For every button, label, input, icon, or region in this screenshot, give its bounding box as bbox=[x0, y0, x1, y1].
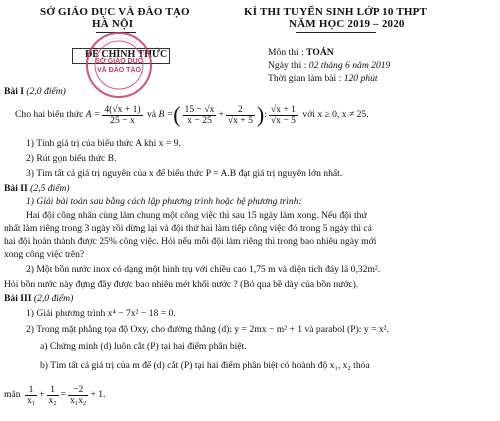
bai1-question-3: 3) Tìm tất cả giá trị nguyên của x để biểu thức P = A.B đạt giá trị nguyên lớn nhất. bbox=[26, 168, 343, 179]
bai1-question-1: 1) Tính giá trị của biểu thức A khi x = 9. bbox=[26, 138, 181, 149]
official-exam-label: ĐỀ CHÍNH THỨC bbox=[85, 49, 168, 60]
bai3-condition-formula: mãn $\frac{1}{\text{x₁}}$ + $\frac{1}{\text{x₂}}$ = $\frac{-2}{\text{x₁x₂}}$ + 1. bbox=[4, 383, 106, 406]
header-right-underline bbox=[296, 32, 376, 33]
subject-line: Môn thi : TOÁN bbox=[268, 47, 334, 58]
bai2-heading: Bài II (2,5 điểm) bbox=[4, 183, 70, 194]
official-stamp bbox=[84, 30, 154, 100]
bai2-question-1-line-1: Hai đội công nhân cùng làm chung một công việc thì sau 15 ngày làm xong. Nếu đội thứ bbox=[26, 210, 367, 221]
bai2-question-2-line-1: 2) Một bồn nước inox có dạng một hình trụ với chiều cao 1,75 m và diện tích đáy là 0,32m². bbox=[26, 264, 381, 275]
bai3-question-2: 2) Trong mặt phẳng tọa độ Oxy, cho đường thẳng (d): y = 2mx − m² + 1 và parabol (P): y = x². bbox=[26, 324, 389, 335]
bai2-question-1-title: 1) Giải bài toán sau bằng cách lập phương trình hoặc hệ phương trình: bbox=[26, 196, 302, 207]
bai1-heading: Bài I (2,0 điểm) bbox=[4, 86, 66, 97]
bai2-question-1-line-2: nhất làm riêng trong 3 ngày rồi dừng lại và đội thứ hai làm tiếp công việc đó trong 5 ngày thì cả bbox=[4, 223, 372, 234]
exam-title: KÌ THI TUYỂN SINH LỚP 10 THPT bbox=[244, 6, 428, 18]
city-name: HÀ NỘI bbox=[92, 18, 134, 30]
bai3-heading: Bài III (2,0 điểm) bbox=[4, 293, 74, 304]
bai2-question-1-line-3: hai đội hoàn thành được 25% công việc. Hỏi nếu mỗi đội làm riêng thì trong bao nhiêu ngày mới bbox=[4, 236, 377, 247]
svg-text:VÀ ĐÀO TẠO: VÀ ĐÀO TẠO bbox=[97, 67, 141, 74]
bai1-expressions: Cho hai biểu thức A = $\frac{4(√x + 1)}{25 - x}$ và B = ( $\frac{15 - √x}{x - 25}$ + $\frac{2}{√x + 5}$ ) : $\frac{√x + 1}{√x - 5}$ với x ≥ 0, x ≠ 25. bbox=[15, 102, 369, 127]
school-year: NĂM HỌC 2019 – 2020 bbox=[289, 18, 405, 30]
bai1-question-2: 2) Rút gọn biểu thức B. bbox=[26, 153, 117, 164]
svg-text:SỞ GIÁO DỤC: SỞ GIÁO DỤC bbox=[95, 58, 143, 65]
bai3-question-2a: a) Chứng minh (d) luôn cắt (P) tại hai điểm phân biệt. bbox=[40, 341, 247, 352]
date-line: Ngày thi : 02 tháng 6 năm 2019 bbox=[268, 60, 391, 71]
department-name: SỞ GIÁO DỤC VÀ ĐÀO TẠO bbox=[40, 6, 190, 18]
bai3-question-2b: b) Tìm tất cả giá trị của m để (d) cắt (P) tại hai điểm phân biệt có hoành độ x₁, x₂ thỏa bbox=[40, 360, 370, 371]
bai2-question-1-line-4: xong công việc trên? bbox=[4, 249, 85, 260]
bai3-question-1: 1) Giải phương trình x⁴ − 7x² − 18 = 0. bbox=[26, 308, 176, 319]
duration-line: Thời gian làm bài : 120 phút bbox=[268, 73, 378, 84]
bai2-question-2-line-2: Hỏi bồn nước này đựng đầy được bao nhiêu mét khối nước ? (Bỏ qua bề dày của bồn nước). bbox=[4, 279, 359, 290]
